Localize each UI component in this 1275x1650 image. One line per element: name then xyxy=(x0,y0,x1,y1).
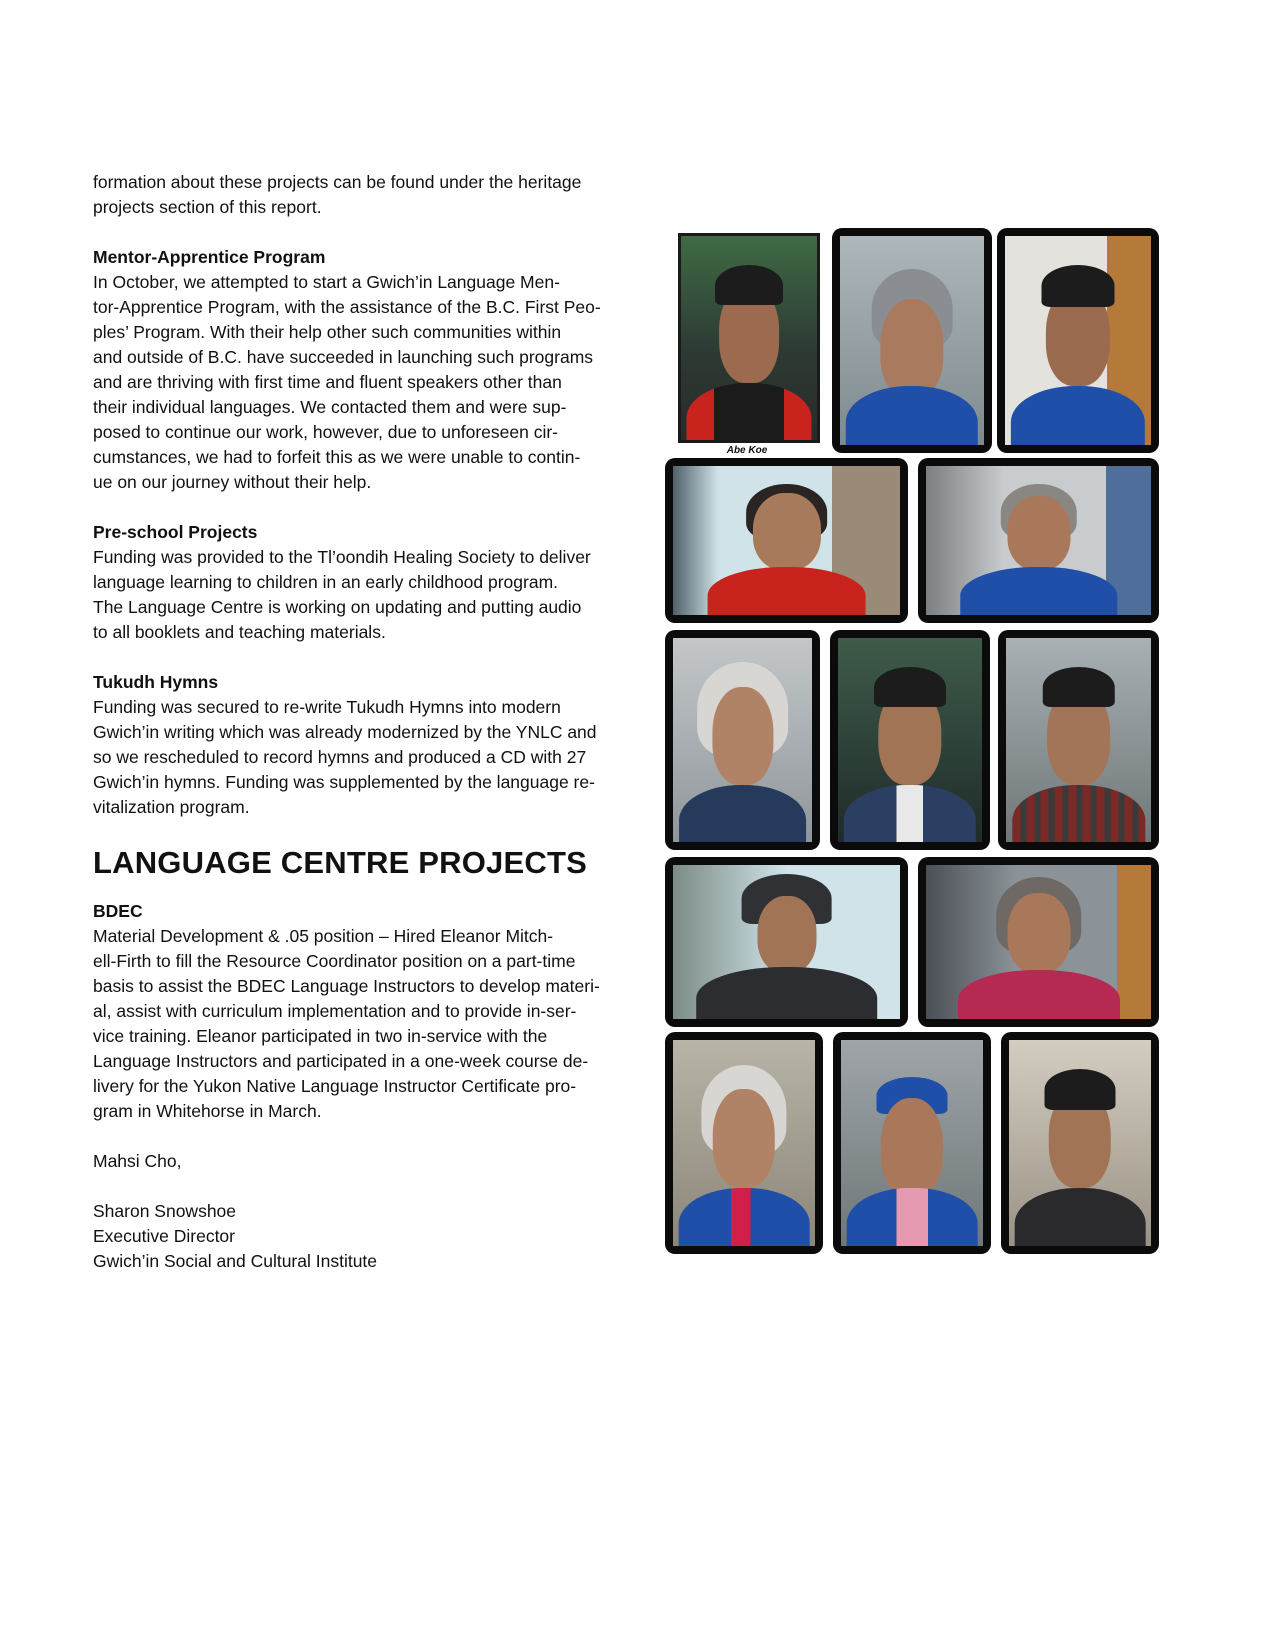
text-line: In October, we attempted to start a Gwich’in Language Men- xyxy=(93,272,560,292)
photo-scene xyxy=(681,236,817,440)
jacket xyxy=(844,785,976,842)
text-line: basis to assist the BDEC Language Instructors to develop materi- xyxy=(93,976,600,996)
portrait-photo xyxy=(998,630,1159,850)
text-line: livery for the Yukon Native Language Instructor Certificate pro- xyxy=(93,1076,577,1096)
text-line: tor-Apprentice Program, with the assistance of the B.C. First Peo- xyxy=(93,297,601,317)
face xyxy=(1007,496,1070,571)
photo-scene xyxy=(838,638,982,842)
spacer xyxy=(93,495,643,520)
photo-scene xyxy=(1005,236,1151,445)
portrait-photo xyxy=(918,857,1159,1027)
cap xyxy=(1042,667,1115,708)
text-line: ell-Firth to fill the Resource Coordinator position on a part-time xyxy=(93,951,576,971)
cap xyxy=(1042,265,1115,307)
text-line: vice training. Eleanor participated in two in-service with the xyxy=(93,1026,548,1046)
cap xyxy=(715,265,783,306)
jacket xyxy=(847,1188,978,1246)
jacket xyxy=(1011,386,1145,445)
intro-paragraph xyxy=(93,170,643,220)
cap xyxy=(1045,1069,1116,1110)
text-line: Funding was secured to re-write Tukudh Hymns into modern xyxy=(93,697,561,717)
photo-scene xyxy=(840,236,984,445)
signature-title: Executive Director xyxy=(93,1226,235,1246)
portrait-photo xyxy=(1001,1032,1159,1254)
spacer xyxy=(93,1174,643,1199)
mentor-heading: Mentor-Apprentice Program xyxy=(93,247,326,267)
text-line: Gwich’in writing which was already modernized by the YNLC and xyxy=(93,722,597,742)
hymns-paragraph xyxy=(93,695,643,820)
photo-scene xyxy=(673,865,900,1019)
portrait-photo xyxy=(918,458,1159,623)
cap xyxy=(874,667,946,708)
parka xyxy=(696,967,878,1019)
text-line: Gwich’in hymns. Funding was supplemented by the language re- xyxy=(93,772,595,792)
bdec-heading: BDEC xyxy=(93,901,143,921)
preschool-paragraph xyxy=(93,545,643,645)
text-line: so we rescheduled to record hymns and produced a CD with 27 xyxy=(93,747,587,767)
photo-scene xyxy=(926,466,1151,615)
signature-organization: Gwich’in Social and Cultural Institute xyxy=(93,1251,378,1271)
spacer xyxy=(93,1124,643,1149)
jacket xyxy=(960,567,1118,615)
text-line: al, assist with curriculum implementation and to provide in-ser- xyxy=(93,1001,577,1021)
photo-scene xyxy=(1006,638,1151,842)
face xyxy=(757,896,816,973)
portrait-photo xyxy=(665,1032,823,1254)
text-line: posed to continue our work, however, due to unforeseen cir- xyxy=(93,422,558,442)
text-line: Language Instructors and participated in a one-week course de- xyxy=(93,1051,589,1071)
text-line: vitalization program. xyxy=(93,797,250,817)
text-line: ples’ Program. With their help other such communities within xyxy=(93,322,562,342)
face xyxy=(880,299,943,399)
photo-scene xyxy=(926,865,1151,1019)
portrait-photo xyxy=(830,630,990,850)
photo-scene xyxy=(841,1040,983,1246)
face xyxy=(1007,893,1070,973)
jacket xyxy=(679,1188,810,1246)
text-line: ue on our journey without their help. xyxy=(93,472,372,492)
text-line: language learning to children in an early childhood program. xyxy=(93,572,559,592)
jacket xyxy=(686,383,811,440)
text-line: to all booklets and teaching materials. xyxy=(93,622,386,642)
plaid-shirt xyxy=(1012,785,1145,842)
photo-scene xyxy=(673,1040,815,1246)
text-column xyxy=(93,170,643,1274)
hymns-heading: Tukudh Hymns xyxy=(93,672,219,692)
photo-scene xyxy=(1009,1040,1151,1246)
text-line: and are thriving with first time and fluent speakers other than xyxy=(93,372,562,392)
face xyxy=(881,1098,943,1197)
portrait-photo xyxy=(832,228,992,453)
photo-scene xyxy=(673,638,812,842)
portrait-photo xyxy=(665,630,820,850)
salutation: Mahsi Cho, xyxy=(93,1151,182,1171)
photo-caption: Abe Koe xyxy=(726,445,768,456)
language-centre-heading: LANGUAGE CENTRE PROJECTS xyxy=(93,845,587,880)
text-line: and outside of B.C. have succeeded in launching such programs xyxy=(93,347,594,367)
mentor-paragraph xyxy=(93,270,643,495)
text-line: gram in Whitehorse in March. xyxy=(93,1101,322,1121)
signature-name: Sharon Snowshoe xyxy=(93,1201,237,1221)
face xyxy=(713,1089,775,1188)
preschool-heading: Pre-school Projects xyxy=(93,522,258,542)
photo-scene xyxy=(673,466,900,615)
face xyxy=(752,493,820,570)
sweater xyxy=(707,567,866,615)
text-line: formation about these projects can be found under the heritage xyxy=(93,172,582,192)
portrait-photo xyxy=(665,458,908,623)
portrait-photo xyxy=(665,857,908,1027)
portrait-photo xyxy=(678,233,820,443)
spacer xyxy=(93,220,643,245)
sweater xyxy=(958,970,1120,1019)
text-line: Material Development & .05 position – Hired Eleanor Mitch- xyxy=(93,926,554,946)
text-line: Funding was provided to the Tl’oondih Healing Society to deliver xyxy=(93,547,591,567)
portrait-photo xyxy=(833,1032,991,1254)
jacket xyxy=(846,386,978,445)
text-line: cumstances, we had to forfeit this as we were unable to contin- xyxy=(93,447,581,467)
jacket xyxy=(679,785,807,842)
text-line: The Language Centre is working on updating and putting audio xyxy=(93,597,582,617)
bdec-paragraph xyxy=(93,924,643,1124)
shirt xyxy=(1015,1188,1146,1246)
face xyxy=(712,687,773,785)
portrait-photo xyxy=(997,228,1159,453)
text-line: their individual languages. We contacted them and were sup- xyxy=(93,397,567,417)
spacer xyxy=(93,645,643,670)
text-line: projects section of this report. xyxy=(93,197,322,217)
